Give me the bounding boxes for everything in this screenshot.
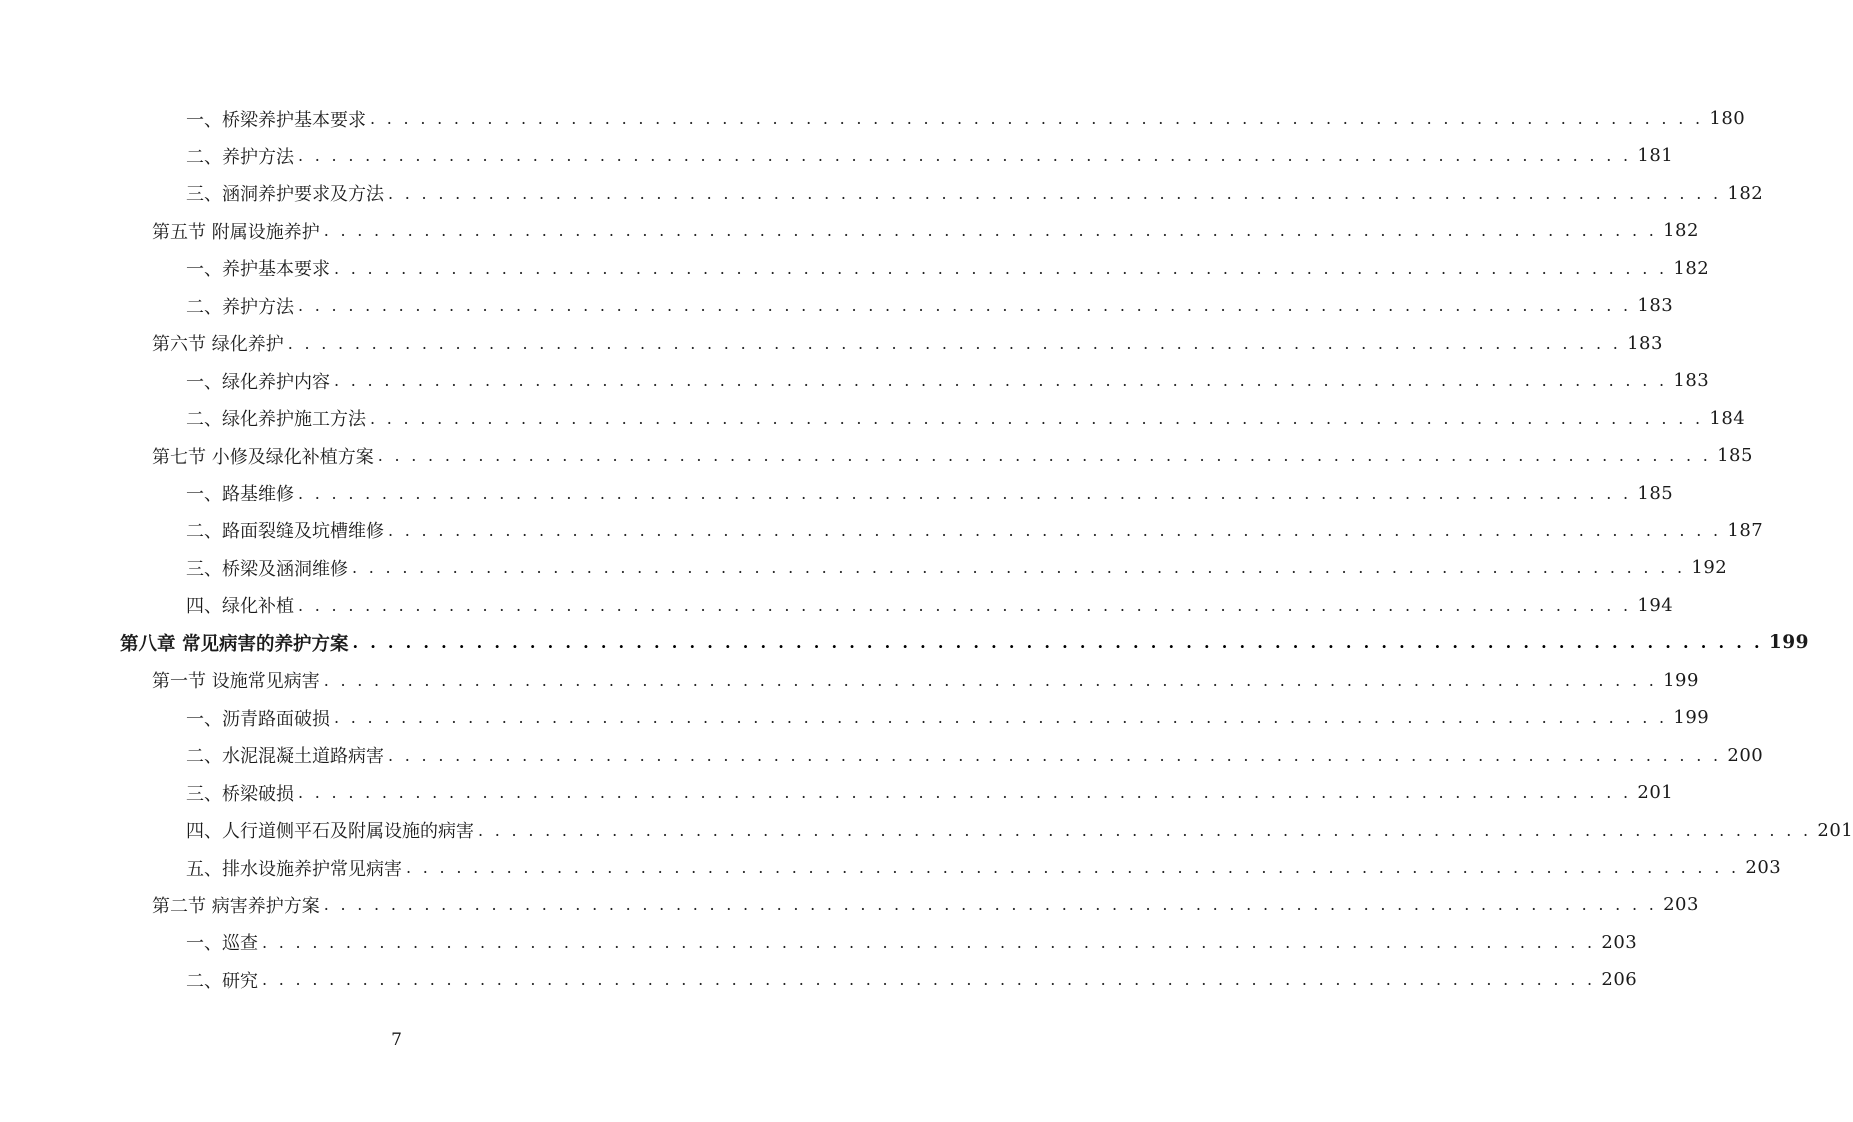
toc-entry-title: 第一节 设施常见病害 [152, 671, 320, 693]
toc-leader-dots: . . . . . . . . . . . . . . . . . . . . . . . . . . . . . . . . . . . . . . . . . . . . . . . . . . . . . . . . . . . . . . . . . . . . . . . . . . . . . . . . [287, 333, 1622, 353]
toc-leader-dots: . . . . . . . . . . . . . . . . . . . . . . . . . . . . . . . . . . . . . . . . . . . . . . . . . . . . . . . . . . . . . . . . . . . . . . . . . . . . . . . . [262, 970, 1596, 990]
toc-entry-title: 一、绿化养护内容 [186, 371, 330, 393]
toc-entry-title: 第二节 病害养护方案 [152, 895, 320, 917]
toc-entry-item [186, 100, 1746, 137]
toc-leader-dots: . . . . . . . . . . . . . . . . . . . . . . . . . . . . . . . . . . . . . . . . . . . . . . . . . . . . . . . . . . . . . . . . . . . . . . . . . . . . . . . . [388, 183, 1722, 203]
toc-entry-title: 第五节 附属设施养护 [152, 221, 320, 243]
toc-entry-page: 201 [1817, 819, 1853, 841]
toc-entry-page: 182 [1673, 257, 1710, 279]
toc-entry-item [186, 175, 1764, 212]
toc-entry-item [186, 812, 1853, 849]
toc-entry-page: 183 [1627, 332, 1663, 354]
toc-leader-dots: . . . . . . . . . . . . . . . . . . . . . . . . . . . . . . . . . . . . . . . . . . . . . . . . . . . . . . . . . . . . . . . . . . . . . . . . . . . . . . . . [323, 221, 1658, 241]
toc-entry-title: 一、巡查 [186, 933, 258, 955]
toc-entry-page: 184 [1709, 407, 1746, 429]
toc-entry-page: 182 [1727, 182, 1764, 204]
toc-entry-title: 第七节 小修及绿化补植方案 [152, 446, 374, 468]
toc-leader-dots: . . . . . . . . . . . . . . . . . . . . . . . . . . . . . . . . . . . . . . . . . . . . . . . . . . . . . . . . . . . . . . . . . . . . . . . . . . . . . . . . [388, 520, 1722, 540]
toc-entry-section [152, 662, 1699, 699]
toc-entry-title: 一、桥梁养护基本要求 [186, 109, 366, 131]
toc-entry-title: 四、绿化补植 [186, 596, 294, 618]
toc-entry-page: 206 [1601, 969, 1638, 991]
toc-leader-dots: . . . . . . . . . . . . . . . . . . . . . . . . . . . . . . . . . . . . . . . . . . . . . . . . . . . . . . . . . . . . . . . . . . . . . . . . . . . . . . . . [334, 371, 1668, 391]
toc-entry-item [186, 774, 1674, 811]
toc-entry-page: 182 [1663, 220, 1699, 242]
toc-entry-page: 181 [1637, 145, 1674, 167]
page-number: 7 [391, 1030, 402, 1050]
toc-leader-dots: . . . . . . . . . . . . . . . . . . . . . . . . . . . . . . . . . . . . . . . . . . . . . . . . . . . . . . . . . . . . . . . . . . . . . . . . . . . . . . . . [298, 296, 1632, 316]
toc-entry-title: 一、养护基本要求 [186, 259, 330, 281]
toc-entry-page: 199 [1663, 669, 1699, 691]
toc-entry-title: 四、人行道侧平石及附属设施的病害 [186, 821, 474, 843]
toc-leader-dots: . . . . . . . . . . . . . . . . . . . . . . . . . . . . . . . . . . . . . . . . . . . . . . . . . . . . . . . . . . . . . . . . . . . . . . . . . . . . . . . . [323, 895, 1658, 915]
toc-entry-page: 199 [1673, 707, 1710, 729]
toc-entry-page: 201 [1637, 782, 1674, 804]
toc-leader-dots: . . . . . . . . . . . . . . . . . . . . . . . . . . . . . . . . . . . . . . . . . . . . . . . . . . . . . . . . . . . . . . . . . . . . . . . . . . . . . . . . [334, 258, 1668, 278]
toc-leader-dots: . . . . . . . . . . . . . . . . . . . . . . . . . . . . . . . . . . . . . . . . . . . . . . . . . . . . . . . . . . . . . . . . . . . . . . . . . . . . . . . . [262, 932, 1596, 952]
toc-entry-item [186, 924, 1638, 961]
toc-entry-item [186, 737, 1764, 774]
toc-leader-dots: . . . . . . . . . . . . . . . . . . . . . . . . . . . . . . . . . . . . . . . . . . . . . . . . . . . . . . . . . . . . . . . . . . . . . . . . . . . . . . . . [370, 109, 1704, 128]
toc-entry-title: 二、养护方法 [186, 146, 294, 168]
toc-entry-item [186, 549, 1728, 586]
toc-entry-page: 183 [1637, 295, 1674, 317]
toc-entry-item [186, 400, 1746, 437]
toc-leader-dots: . . . . . . . . . . . . . . . . . . . . . . . . . . . . . . . . . . . . . . . . . . . . . . . . . . . . . . . . . . . . . . . . . . . . . . . . . . . . . . . . [298, 595, 1632, 615]
toc-entry-page: 185 [1637, 482, 1674, 504]
toc-entry-item [186, 587, 1674, 624]
toc-entry-page: 203 [1663, 894, 1699, 916]
toc-entry-page: 192 [1691, 557, 1728, 579]
toc-leader-dots: . . . . . . . . . . . . . . . . . . . . . . . . . . . . . . . . . . . . . . . . . . . . . . . . . . . . . . . . . . . . . . . . . . . . . . . . . . . . . . . . [377, 446, 1712, 466]
toc-entry-title: 三、涵洞养护要求及方法 [186, 184, 384, 206]
toc-entry-title: 三、桥梁及涵洞维修 [186, 558, 348, 580]
toc-entry-section [152, 212, 1699, 249]
toc-entry-section [152, 886, 1699, 923]
toc-entry-page: 180 [1709, 108, 1746, 129]
toc-entry-section [152, 325, 1663, 362]
toc-entry-page: 185 [1717, 445, 1753, 467]
toc-leader-dots: . . . . . . . . . . . . . . . . . . . . . . . . . . . . . . . . . . . . . . . . . . . . . . . . . . . . . . . . . . . . . . . . . . . . . . . . . . . . . . . . [478, 820, 1812, 840]
toc-leader-dots: . . . . . . . . . . . . . . . . . . . . . . . . . . . . . . . . . . . . . . . . . . . . . . . . . . . . . . . . . . . . . . . . . . . . . . . . . . . . . . . . [370, 408, 1704, 428]
toc-leader-dots: . . . . . . . . . . . . . . . . . . . . . . . . . . . . . . . . . . . . . . . . . . . . . . . . . . . . . . . . . . . . . . . . . . . . . . . . . . . . . . . . [323, 670, 1658, 690]
toc-entry-page: 199 [1768, 632, 1809, 654]
toc-entry-title: 一、沥青路面破损 [186, 708, 330, 730]
toc-entry-title: 二、研究 [186, 970, 258, 992]
toc-entry-title: 一、路基维修 [186, 484, 294, 505]
toc-leader-dots: . . . . . . . . . . . . . . . . . . . . . . . . . . . . . . . . . . . . . . . . . . . . . . . . . . . . . . . . . . . . . . . . . . . . . . . . . . . . . . . . [298, 146, 1632, 166]
toc-leader-dots: . . . . . . . . . . . . . . . . . . . . . . . . . . . . . . . . . . . . . . . . . . . . . . . . . . . . . . . . . . . . . . . . . . . . . . . . . . . . . . . . [352, 633, 1763, 653]
toc-entry-section [152, 437, 1753, 474]
toc-entry-page: 203 [1745, 857, 1782, 878]
toc-entry-title: 第六节 绿化养护 [152, 334, 284, 356]
toc-entry-item [186, 287, 1674, 324]
toc-entry-title: 五、排水设施养护常见病害 [186, 858, 402, 880]
toc-entry-item [186, 137, 1674, 174]
toc-leader-dots: . . . . . . . . . . . . . . . . . . . . . . . . . . . . . . . . . . . . . . . . . . . . . . . . . . . . . . . . . . . . . . . . . . . . . . . . . . . . . . . . [388, 745, 1722, 765]
toc-entry-item [186, 512, 1764, 549]
toc-entry-title: 二、绿化养护施工方法 [186, 409, 366, 431]
toc-entry-page: 187 [1727, 519, 1764, 541]
toc-entry-title: 二、水泥混凝土道路病害 [186, 746, 384, 768]
toc-leader-dots: . . . . . . . . . . . . . . . . . . . . . . . . . . . . . . . . . . . . . . . . . . . . . . . . . . . . . . . . . . . . . . . . . . . . . . . . . . . . . . . . [298, 483, 1632, 503]
toc-entry-chapter [120, 624, 1809, 661]
toc-entry-title: 二、路面裂缝及坑槽维修 [186, 521, 384, 543]
toc-entry-item [186, 961, 1638, 998]
toc-entry-item [186, 475, 1674, 512]
toc-entry-item [186, 849, 1782, 886]
toc-entry-page: 203 [1601, 931, 1638, 953]
toc-entry-item [186, 362, 1710, 399]
toc-entry-title: 二、养护方法 [186, 296, 294, 318]
toc-entry-item [186, 250, 1710, 287]
toc-entry-title: 第八章 常见病害的养护方案 [120, 633, 349, 655]
toc-entry-title: 三、桥梁破损 [186, 783, 294, 805]
toc-leader-dots: . . . . . . . . . . . . . . . . . . . . . . . . . . . . . . . . . . . . . . . . . . . . . . . . . . . . . . . . . . . . . . . . . . . . . . . . . . . . . . . . [406, 858, 1740, 877]
toc-entry-page: 183 [1673, 370, 1710, 392]
toc-entry-page: 200 [1727, 744, 1764, 766]
toc-leader-dots: . . . . . . . . . . . . . . . . . . . . . . . . . . . . . . . . . . . . . . . . . . . . . . . . . . . . . . . . . . . . . . . . . . . . . . . . . . . . . . . . [334, 708, 1668, 728]
toc-leader-dots: . . . . . . . . . . . . . . . . . . . . . . . . . . . . . . . . . . . . . . . . . . . . . . . . . . . . . . . . . . . . . . . . . . . . . . . . . . . . . . . . [298, 783, 1632, 803]
toc-entry-page: 194 [1637, 594, 1674, 616]
toc-leader-dots: . . . . . . . . . . . . . . . . . . . . . . . . . . . . . . . . . . . . . . . . . . . . . . . . . . . . . . . . . . . . . . . . . . . . . . . . . . . . . . . . [352, 558, 1686, 578]
toc-entry-item [186, 699, 1710, 736]
